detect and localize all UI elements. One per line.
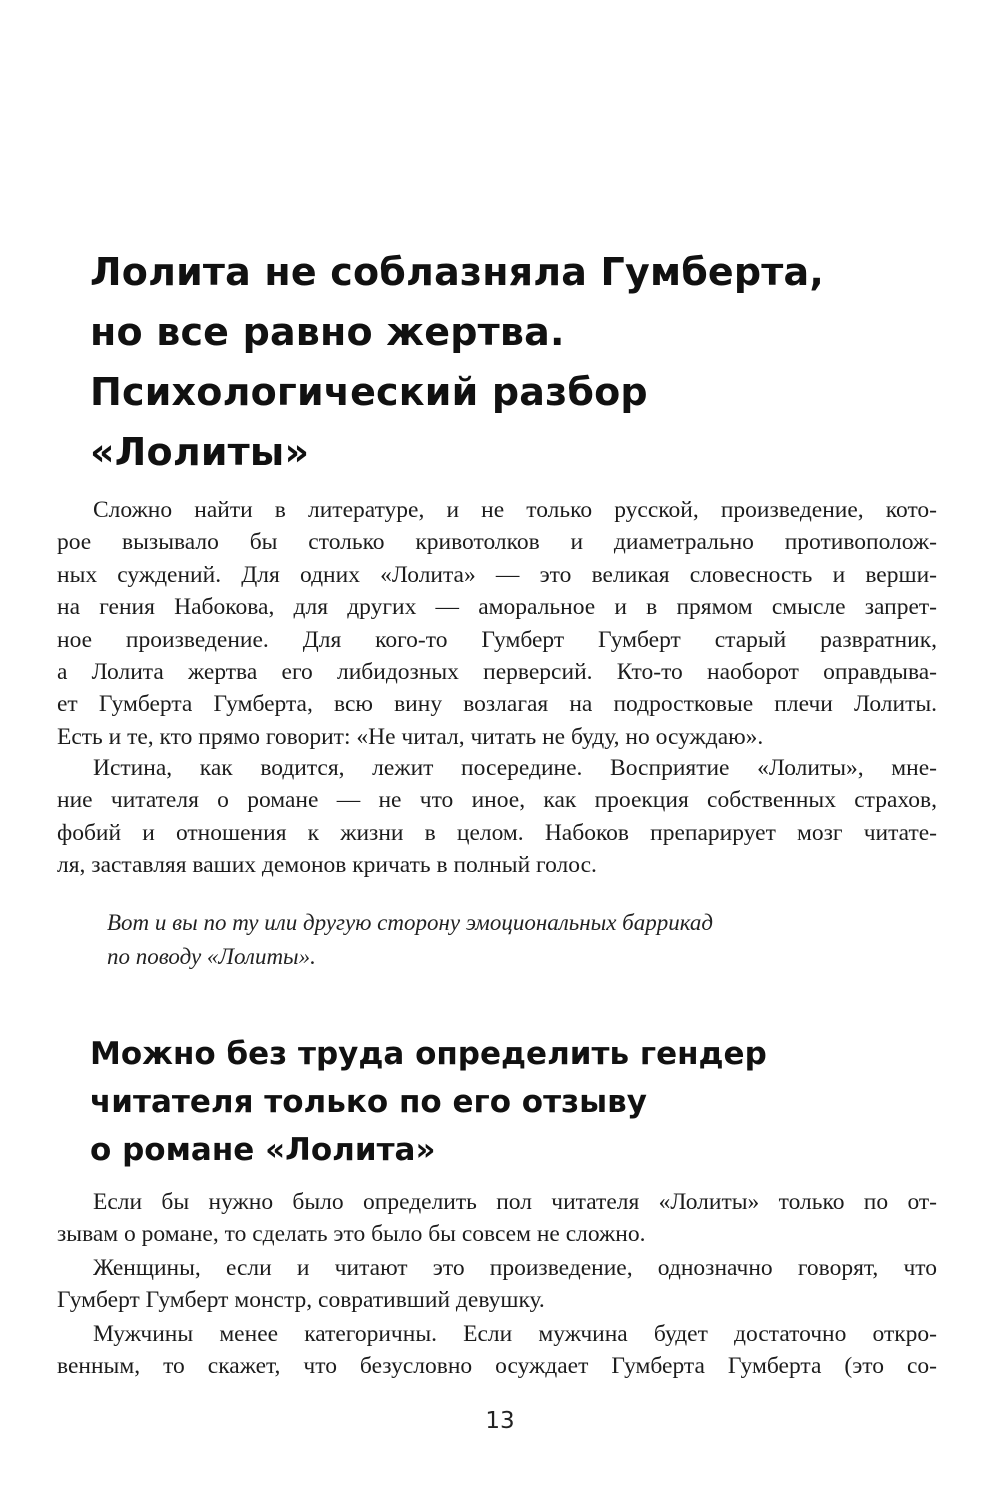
paragraph (57, 1318, 937, 1383)
paragraph (57, 1252, 937, 1317)
text-line: ет Гумберта Гумберта, всю вину возлагая на подростковые плечи Лолиты. (57, 691, 937, 718)
section-heading (90, 1030, 930, 1174)
text-line: зывам о романе, то сделать это было бы совсем не сложно. (57, 1221, 646, 1248)
chapter-heading (90, 242, 930, 482)
epigraph-line: по поводу «Лолиты». (107, 944, 316, 969)
text-line: ние читателя о романе — не что иное, как проекция собственных страхов, (57, 787, 937, 814)
text-line: Женщины, если и читают это произведение, однозначно говорят, что (93, 1255, 937, 1281)
text-line: Мужчины менее категоричны. Если мужчина будет достаточно откро- (93, 1321, 937, 1347)
paragraph (57, 1186, 937, 1251)
heading-line: Можно без труда определить гендер (90, 1036, 767, 1072)
text-line: Сложно найти в литературе, и не только русской, произведение, кото- (93, 497, 937, 523)
text-line: ля, заставляя ваших демонов кричать в полный голос. (57, 852, 597, 879)
text-line: ное произведение. Для кого-то Гумберт Гумберт старый развратник, (57, 626, 937, 653)
heading-line: Психологический разбор (90, 370, 648, 414)
heading-line: Лолита не соблазняла Гумберта, (90, 250, 825, 294)
text-line: Истина, как водится, лежит посередине. Восприятие «Лолиты», мне- (93, 755, 937, 781)
heading-line: «Лолиты» (90, 430, 310, 474)
text-line: а Лолита жертва его либидозных перверсий. Кто-то наоборот оправдыва- (57, 659, 937, 686)
paragraph (57, 494, 937, 753)
text-line: венным, то скажет, что безусловно осуждает Гумберта Гумберта (это со- (57, 1353, 937, 1380)
text-line: фобий и отношения к жизни в целом. Набоков препарирует мозг читате- (57, 819, 937, 846)
text-line: рое вызывало бы столько кривотолков и диаметрально противополож- (57, 529, 937, 556)
page-number: 13 (485, 1408, 515, 1434)
paragraph (57, 752, 937, 882)
text-line: Есть и те, кто прямо говорит: «Не читал, читать не буду, но осуждаю». (57, 723, 764, 750)
text-line: на гения Набокова, для других — аморальное и в прямом смысле запрет- (57, 594, 937, 621)
text-line: Гумберт Гумберт монстр, совративший девушку. (57, 1287, 545, 1314)
text-line: ных суждений. Для одних «Лолита» — это великая словесность и верши- (57, 561, 937, 588)
text-line: Если бы нужно было определить пол читателя «Лолиты» только по от- (93, 1189, 937, 1215)
epigraph (107, 906, 827, 974)
heading-line: о романе «Лолита» (90, 1132, 436, 1168)
heading-line: читателя только по его отзыву (90, 1084, 647, 1120)
heading-line: но все равно жертва. (90, 310, 565, 354)
epigraph-line: Вот и вы по ту или другую сторону эмоциональных баррикад (107, 910, 714, 935)
